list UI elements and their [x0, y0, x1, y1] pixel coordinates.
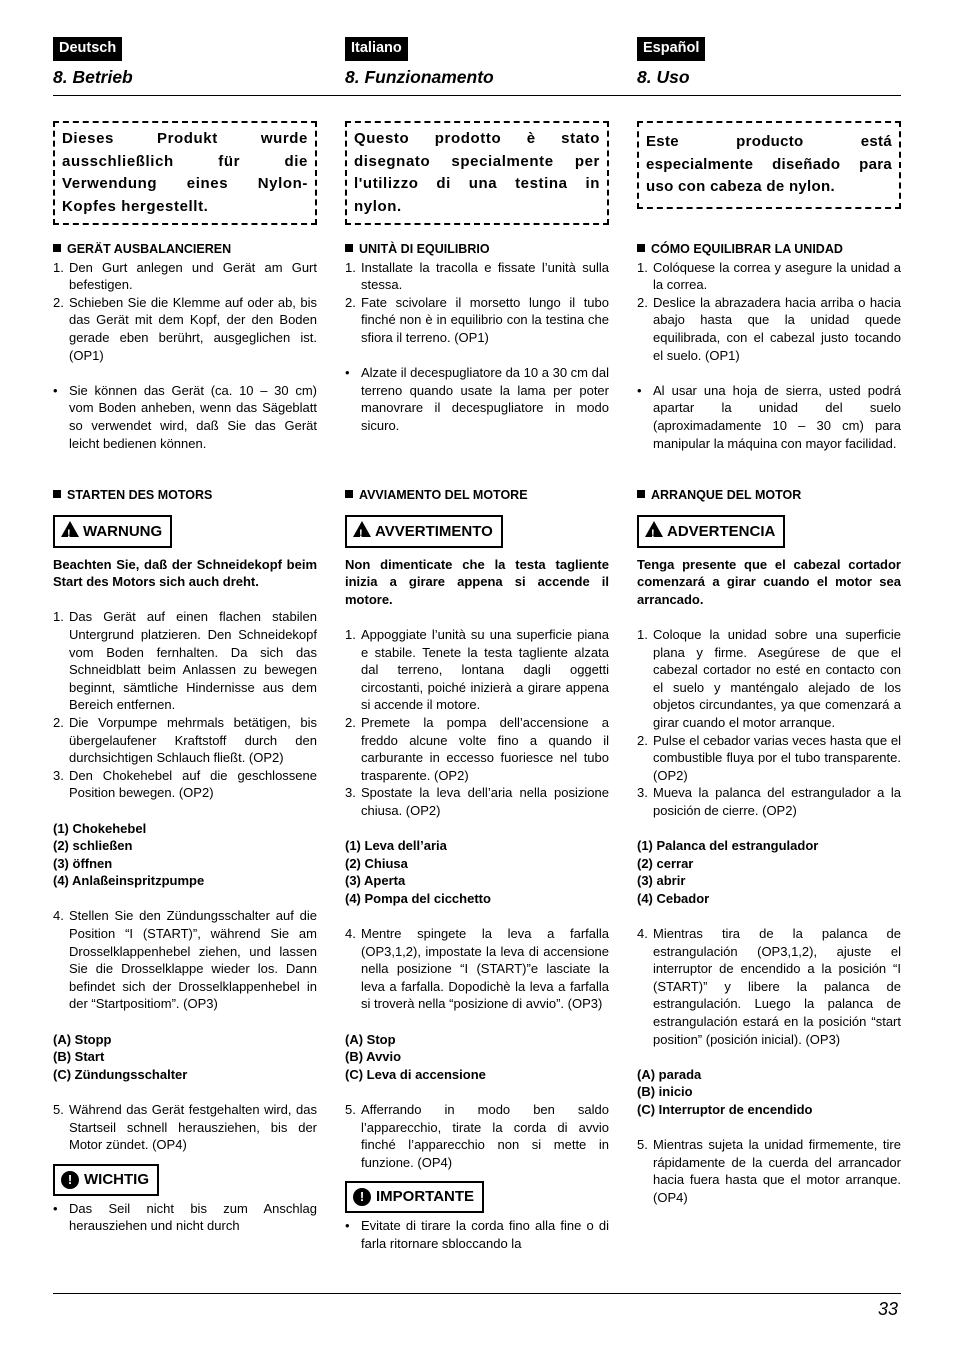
start-section	[345, 487, 609, 1253]
legend-choke: (1) Leva dell’aria (2) Chiusa (3) Aperta (4) Pompa del cicchetto	[345, 838, 491, 906]
note-box: Dieses Produkt wurde ausschließlich für die Verwendung eines Nylon-Kopfes hergestellt.	[53, 121, 317, 225]
list-item: 3. Mueva la palanca del estrangulador a la posición de cierre. (OP2)	[637, 785, 901, 818]
warning-label: !AVVERTIMENTO	[345, 515, 503, 548]
section-header: GERÄT AUSBALANCIEREN	[53, 241, 317, 259]
warning-label: !ADVERTENCIA	[637, 515, 785, 548]
exclamation-circle-icon: !	[353, 1188, 371, 1206]
language-tag: Deutsch	[53, 37, 122, 61]
square-bullet-icon	[345, 490, 353, 498]
section-header: UNITÀ DI EQUILIBRIO	[345, 241, 609, 259]
start-section	[637, 487, 901, 1207]
bullet-item: • Al usar una hoja de sierra, usted podrá apartar la unidad del suelo (aproximadamente 10 – 30 cm) para manipular la máquina con mayor facilidad.	[637, 382, 901, 451]
legend-choke: (1) Palanca del estrangulador (2) cerrar (3) abrir (4) Cebador	[637, 838, 819, 906]
list-item: 4. Stellen Sie den Zündungsschalter auf die Position “I (START)”, während Sie am Drosselklappenhebel ziehen, und lassen Sie die Drosselklappe wieder los. Dann befindet sich der Drosselklappenhebel in der “Startpositiom”. (OP3)	[53, 908, 317, 1012]
column-deutsch	[53, 37, 317, 1234]
list-item: 2. Fate scivolare il morsetto lungo il tubo finché non è in equilibrio con la testina che sfiora il terreno. (OP1)	[345, 294, 609, 345]
section-title: 8. Betrieb	[53, 67, 133, 87]
square-bullet-icon	[637, 244, 645, 252]
balance-section	[637, 241, 901, 452]
legend-switch: (A) Stop (B) Avvio (C) Leva di accensione	[345, 1031, 486, 1082]
list-item: 1. Den Gurt anlegen und Gerät am Gurt befestigen.	[53, 259, 317, 293]
warning-text: Non dimenticate che la testa tagliente inizia a girare appena si accende il motore.	[345, 556, 609, 607]
legend-switch: (A) Stopp (B) Start (C) Zündungsschalter	[53, 1031, 188, 1082]
list-item: 5. Afferrando in modo ben saldo l’apparecchio, tirate la corda di avvio finché l’apparecchio non si mette in funzione. (OP4)	[345, 1102, 609, 1170]
start-section	[53, 487, 317, 1235]
section-title: 8. Funzionamento	[345, 67, 494, 87]
column-espanol	[637, 37, 901, 1205]
list-item: 3. Den Chokehebel auf die geschlossene Position bewegen. (OP2)	[53, 767, 317, 801]
exclamation-circle-icon: !	[61, 1171, 79, 1189]
list-item: 5. Während das Gerät festgehalten wird, das Startseil schnell herausziehen, bis der Motor zündet. (OP4)	[53, 1102, 317, 1153]
list-item: 2. Deslice la abrazadera hacia arriba o hacia abajo hasta que la unidad quede equilibrada, con el cabezal justo tocando el suelo. (OP1)	[637, 294, 901, 363]
list-item: 3. Spostate la leva dell’aria nella posizione chiusa. (OP2)	[345, 785, 609, 818]
list-item: 4. Mientras tira de la palanca de estrangulación (OP3,1,2), ajuste el interruptor de encendido a la posición “I (START)” y libere la palanca de estrangulación. Luego la palanca de estrangulación estará en la posición “start position” (posición inicial). (OP3)	[637, 926, 901, 1047]
warning-triangle-icon	[353, 521, 371, 537]
balance-section	[345, 241, 609, 435]
header-rule	[53, 95, 901, 96]
column-italiano	[345, 37, 609, 1251]
list-item: 4. Mentre spingete la leva a farfalla (OP3,1,2), impostate la leva di accensione nella posizione “I (START)”e lasciate la leva a farfalla. Dopodichè la leva a farfalla si troverà nella “posizione di avvio”. (OP3)	[345, 926, 609, 1012]
list-item: 2. Pulse el cebador varias veces hasta que el combustible fluya por el tubo transparente. (OP2)	[637, 732, 901, 783]
bullet-item: • Das Seil nicht bis zum Anschlag herausziehen und nicht durch	[53, 1200, 317, 1234]
important-label: ! IMPORTANTE	[345, 1181, 484, 1213]
language-tag: Italiano	[345, 37, 408, 61]
section-header: STARTEN DES MOTORS	[53, 487, 317, 505]
bullet-item: • Alzate il decespugliatore da 10 a 30 cm dal terreno quando usate la lama per poter manovrare il decespugliatore in modo sicuro.	[345, 365, 609, 433]
square-bullet-icon	[53, 490, 61, 498]
list-item: 1. Das Gerät auf einen flachen stabilen Untergrund platzieren. Den Schneidekopf vom Boden fernhalten. Da sich das Schneidblatt beim Anlassen zu bewegen beginnt, sämtliche Hindernisse aus dem Bereich entfernen.	[53, 609, 317, 713]
legend-switch: (A) parada (B) inicio (C) Interruptor de encendido	[637, 1066, 813, 1117]
note-box: Este producto está especialmente diseñado para uso con cabeza de nylon.	[637, 121, 901, 209]
list-item: 1. Coloque la unidad sobre una superficie plana y firme. Asegúrese de que el cabezal cortador no esté en contacto con el suelo y manténgalo alejado de los objetos circundantes, ya que comenzará a girar cuando el motor arranque.	[637, 626, 901, 730]
section-header: CÓMO EQUILIBRAR LA UNIDAD	[637, 241, 901, 259]
list-item: 2. Die Vorpumpe mehrmals betätigen, bis übergelaufener Kraftstoff durch den durchsichtigen Schlauch fließt. (OP2)	[53, 714, 317, 766]
warning-label: !WARNUNG	[53, 515, 172, 548]
list-item: 5. Mientras sujeta la unidad firmemente, tire rápidamente de la cuerda del arrancador hacia fuera hasta que el motor arranque. (OP4)	[637, 1137, 901, 1205]
square-bullet-icon	[637, 490, 645, 498]
warning-triangle-icon	[645, 521, 663, 537]
warning-triangle-icon	[61, 521, 79, 537]
note-box: Questo prodotto è stato disegnato specialmente per l'utilizzo di una testina in nylon.	[345, 121, 609, 225]
square-bullet-icon	[53, 244, 61, 252]
warning-text: Tenga presente que el cabezal cortador comenzará a girar cuando el motor sea arrancado.	[637, 556, 901, 607]
list-item: 2. Premete la pompa dell’accensione a freddo alcune volte fino a quando il carburante in eccesso fuoriesce nel tubo trasparente. (OP2)	[345, 714, 609, 783]
footer-rule	[53, 1293, 901, 1294]
section-title: 8. Uso	[637, 67, 690, 87]
language-tag: Español	[637, 37, 705, 61]
balance-section	[53, 241, 317, 452]
section-header: ARRANQUE DEL MOTOR	[637, 487, 901, 505]
bullet-item: • Sie können das Gerät (ca. 10 – 30 cm) vom Boden anheben, wenn das Sägeblatt so verwendet wird, daß Sie das Gerät leicht bedienen können.	[53, 382, 317, 451]
important-label: ! WICHTIG	[53, 1164, 159, 1196]
list-item: 1. Installate la tracolla e fissate l’unità sulla stessa.	[345, 259, 609, 293]
list-item: 1. Colóquese la correa y asegure la unidad a la correa.	[637, 259, 901, 293]
list-item: 2. Schieben Sie die Klemme auf oder ab, bis das Gerät mit dem Kopf, der den Boden gerade eben berührt, ausgeglichen ist. (OP1)	[53, 294, 317, 363]
bullet-item: • Evitate di tirare la corda fino alla fine o di farla ritornare sbloccando la	[345, 1218, 609, 1251]
list-item: 1. Appoggiate l’unità su una superficie piana e stabile. Tenete la testa tagliente alzata dal terreno, lontana dagli oggetti circostanti, poiché inizierà a girare appena si accende il motore.	[345, 626, 609, 713]
section-header: AVVIAMENTO DEL MOTORE	[345, 487, 609, 505]
legend-choke: (1) Chokehebel (2) schließen (3) öffnen (4) Anlaßeinspritzpumpe	[53, 820, 205, 889]
warning-text: Beachten Sie, daß der Schneidekopf beim Start des Motors sich auch dreht.	[53, 556, 317, 590]
page-number: 33	[877, 1299, 898, 1319]
square-bullet-icon	[345, 244, 353, 252]
